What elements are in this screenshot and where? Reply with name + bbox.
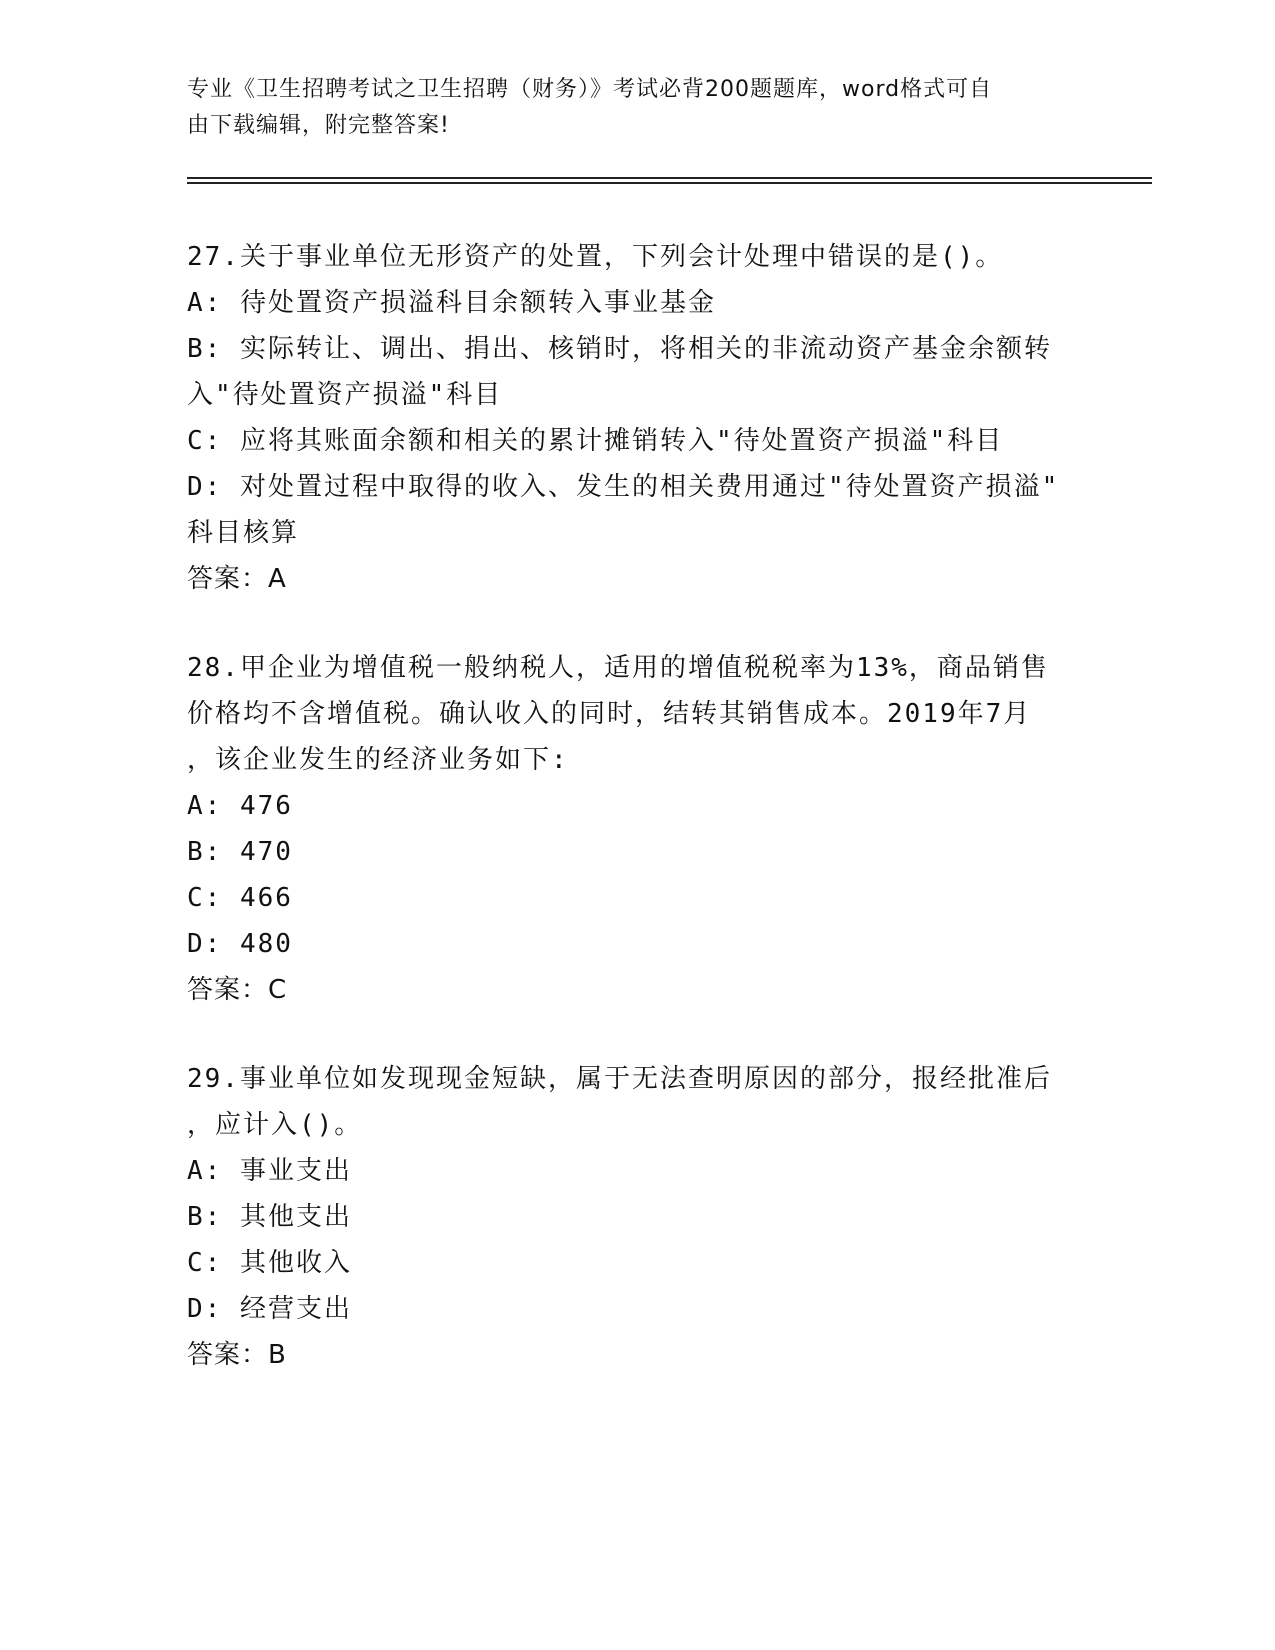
option-d: D: 对处置过程中取得的收入、发生的相关费用通过"待处置资产损溢" (187, 472, 1060, 502)
option-b: B: 470 (187, 837, 293, 867)
option-a: A: 待处置资产损溢科目余额转入事业基金 (187, 288, 716, 318)
option-c: C: 应将其账面余额和相关的累计摊销转入"待处置资产损溢"科目 (187, 426, 1004, 456)
question-27 (187, 234, 1067, 602)
option-d: D: 经营支出 (187, 1294, 352, 1324)
question-stem-continued: ，应计入()。 (187, 1110, 363, 1140)
option-d: D: 480 (187, 929, 293, 959)
answer-label: 答案：B (187, 1340, 287, 1370)
question-stem-continued: 价格均不含增值税。确认收入的同时，结转其销售成本。2019年7月 (187, 699, 1032, 729)
option-a: A: 476 (187, 791, 293, 821)
question-stem: 28.甲企业为增值税一般纳税人，适用的增值税税率为13%，商品销售 (187, 653, 1049, 683)
header-line-2: 由下载编辑，附完整答案! (187, 113, 450, 138)
question-stem: 27.关于事业单位无形资产的处置，下列会计处理中错误的是()。 (187, 242, 1004, 272)
question-stem-continued: ，该企业发生的经济业务如下: (187, 745, 569, 775)
option-a: A: 事业支出 (187, 1156, 352, 1186)
option-c: C: 其他收入 (187, 1248, 352, 1278)
document-header (187, 72, 1067, 144)
question-29 (187, 1056, 1067, 1378)
option-b: B: 实际转让、调出、捐出、核销时，将相关的非流动资产基金余额转 (187, 334, 1052, 364)
header-divider-bottom (187, 182, 1152, 184)
answer-label: 答案：A (187, 564, 287, 594)
option-c: C: 466 (187, 883, 293, 913)
option-d-continued: 科目核算 (187, 518, 300, 548)
header-line-1: 专业《卫生招聘考试之卫生招聘（财务）》考试必背200题题库，word格式可自 (187, 77, 993, 102)
answer-label: 答案：C (187, 975, 288, 1005)
header-divider-top (187, 177, 1152, 179)
question-28 (187, 645, 1067, 1013)
option-b-continued: 入"待处置资产损溢"科目 (187, 380, 503, 410)
question-stem: 29.事业单位如发现现金短缺，属于无法查明原因的部分，报经批准后 (187, 1064, 1052, 1094)
option-b: B: 其他支出 (187, 1202, 352, 1232)
